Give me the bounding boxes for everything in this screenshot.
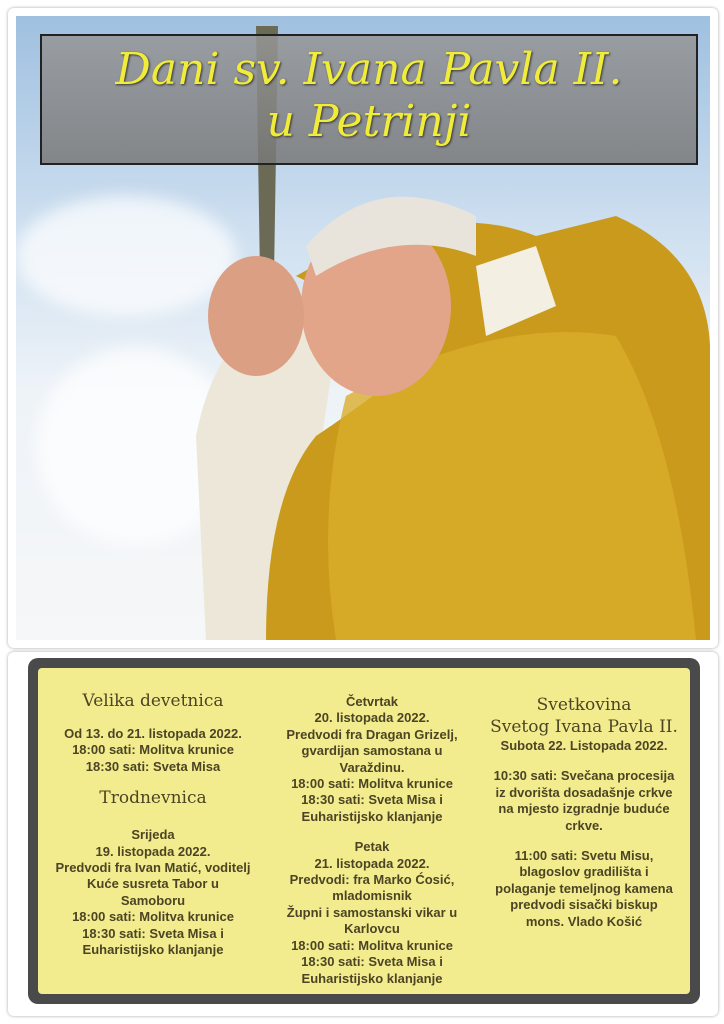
text-line: mladomisnik [332, 888, 412, 904]
text-line: 19. listopada 2022. [95, 843, 211, 859]
text-line: 11:00 sati: Svetu Misu, [514, 848, 654, 864]
day-label: Petak [354, 839, 390, 855]
title-banner [40, 34, 698, 165]
text-line: 18:30 sati: Sveta Misa i [82, 925, 224, 941]
text-line: 18:30 sati: Sveta Misa i [301, 954, 443, 970]
heading-svetkovina: Svetkovina [536, 695, 632, 715]
text-line: polaganje temeljnog kamena [495, 880, 673, 896]
text-line: gvardijan samostana u [301, 743, 443, 759]
schedule-panel [38, 668, 690, 994]
day-label: Četvrtak [345, 694, 399, 709]
column-feast [478, 694, 690, 930]
text-line: na mjesto izgradnje buduće [498, 801, 670, 817]
heading-svetog-ivana: Svetog Ivana Pavla II. [490, 717, 678, 737]
text-line: Euharistijsko klanjanje [82, 942, 224, 958]
text-line: Karlovcu [344, 921, 400, 937]
text-line: Samoboru [120, 892, 186, 908]
text-line: predvodi sisački biskup [510, 897, 658, 913]
text-line: Predvodi fra Dragan Grizelj, [286, 726, 458, 742]
schedule-card [8, 652, 718, 1016]
text-line: Predvodi: fra Marko Ćosić, [289, 872, 455, 888]
text-line: 21. listopada 2022. [314, 855, 430, 871]
text-line: 18:00 sati: Molitva krunice [72, 742, 234, 758]
title-line-2: u Petrinji [266, 96, 472, 147]
day-label: Srijeda [131, 827, 175, 843]
text-line: mons. Vlado Košić [525, 913, 643, 929]
heading-trodnevnica: Trodnevnica [99, 788, 207, 809]
text-line: 10:30 sati: Svečana procesija [493, 768, 675, 784]
text-line: Kuće susreta Tabor u [87, 876, 219, 892]
column-novena [38, 690, 268, 958]
text-line: 18:00 sati: Molitva krunice [72, 909, 234, 925]
text-line: Varaždinu. [339, 759, 405, 775]
photo-card [8, 8, 718, 648]
text-line: 18:30 sati: Sveta Misa i [301, 792, 443, 808]
text-line: Predvodi fra Ivan Matić, voditelj [55, 860, 251, 876]
feast-date: Subota 22. Listopada 2022. [500, 738, 668, 753]
title-line-1: Dani sv. Ivana Pavla II. [115, 44, 623, 95]
heading-velika-devetnica: Velika devetnica [82, 691, 224, 711]
text-line: 18:00 sati: Molitva krunice [291, 776, 453, 792]
text-line: crkve. [565, 817, 603, 833]
text-line: 20. listopada 2022. [314, 710, 430, 726]
text-line: Euharistijsko klanjanje [301, 808, 443, 824]
text-line: blagoslov gradilišta i [519, 864, 649, 880]
text-line: 18:00 sati: Molitva krunice [291, 937, 453, 953]
text-line: iz dvorišta dosadašnje crkve [495, 784, 673, 800]
column-thursday-friday [270, 694, 474, 987]
text-line: Euharistijsko klanjanje [301, 970, 443, 986]
text-line: Župni i samostanski vikar u [286, 904, 458, 920]
text-line: Od 13. do 21. listopada 2022. [64, 726, 242, 741]
text-line: 18:30 sati: Sveta Misa [85, 758, 221, 774]
pope-photo [16, 16, 710, 640]
